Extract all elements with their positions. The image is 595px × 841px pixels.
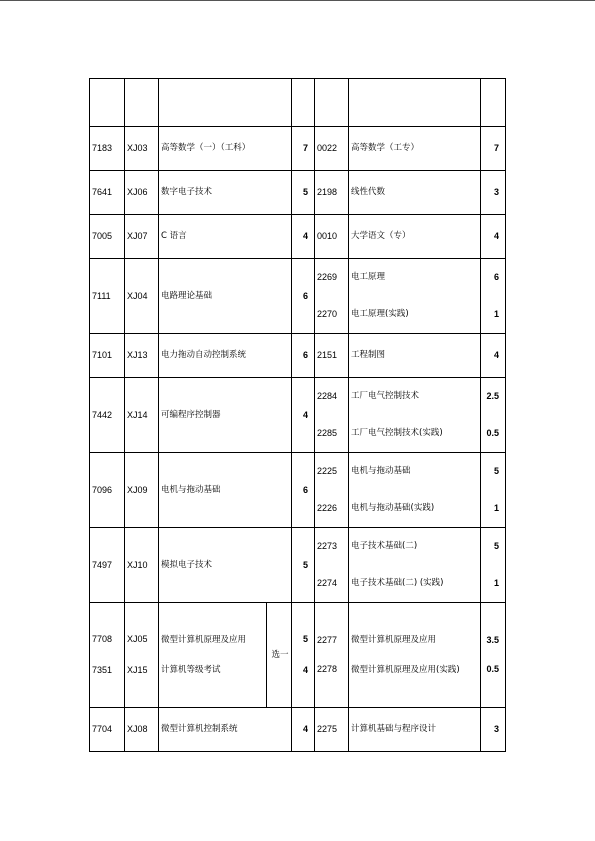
equiv-course-names <box>349 528 481 603</box>
course-equivalence-table <box>89 78 506 752</box>
header-cell <box>125 79 159 127</box>
equiv-course-code: 2151 <box>315 334 349 378</box>
table-row <box>90 334 506 378</box>
equiv-course-name: 微型计算机原理及应用 <box>351 634 437 645</box>
table-row <box>90 603 506 708</box>
equiv-course-code: 2278 <box>317 664 338 674</box>
equiv-course-code: 2270 <box>317 309 338 319</box>
equiv-course-name: 电机与拖动基础(实践) <box>351 503 435 514</box>
course-code: 7111 <box>90 259 125 334</box>
table-row <box>90 171 506 215</box>
equiv-course-code: 2277 <box>317 635 338 645</box>
equiv-course-name: 高等数学（工专） <box>349 127 481 171</box>
credits: 5 <box>302 634 308 644</box>
page-top-rule <box>0 0 595 1</box>
course-code: 7442 <box>90 378 125 453</box>
equiv-course-names <box>349 603 481 708</box>
credits: 6 <box>292 259 315 334</box>
course-code: 7096 <box>90 453 125 528</box>
xj-code: XJ09 <box>125 453 159 528</box>
table-row <box>90 453 506 528</box>
course-code: 7704 <box>90 708 125 752</box>
equiv-course-name: 电子技术基础(二) <box>351 541 418 552</box>
table-row <box>90 708 506 752</box>
equiv-credits: 1 <box>493 503 499 513</box>
equiv-credits-cell <box>481 603 506 708</box>
equiv-course-codes <box>315 528 349 603</box>
xj-code: XJ05 <box>127 634 148 644</box>
equiv-course-name: 微型计算机原理及应用(实践) <box>351 665 460 675</box>
equiv-course-code: 2273 <box>317 541 338 551</box>
course-name: 电力拖动自动控制系统 <box>159 334 292 378</box>
equiv-course-code: 2226 <box>317 503 338 513</box>
equiv-course-codes <box>315 378 349 453</box>
equiv-course-names <box>349 378 481 453</box>
equiv-credits-cell <box>481 528 506 603</box>
credits: 7 <box>292 127 315 171</box>
credits: 6 <box>292 334 315 378</box>
equiv-course-name: 电工原理(实践) <box>351 309 409 320</box>
credits: 4 <box>302 665 308 675</box>
equiv-credits: 3 <box>481 171 506 215</box>
header-cell <box>349 79 481 127</box>
credits: 5 <box>292 171 315 215</box>
table-row <box>90 215 506 259</box>
equiv-course-name: 工厂电气控制技术(实践) <box>351 428 443 439</box>
equiv-course-code: 2285 <box>317 428 338 438</box>
table-row <box>90 378 506 453</box>
equiv-credits: 0.5 <box>486 664 499 674</box>
course-name: 微型计算机控制系统 <box>159 708 292 752</box>
equiv-course-code: 2274 <box>317 578 338 588</box>
xj-code: XJ04 <box>125 259 159 334</box>
credits: 4 <box>292 378 315 453</box>
course-name: 微型计算机原理及应用 <box>161 634 247 645</box>
credits-cell <box>292 603 315 708</box>
equiv-course-codes <box>315 603 349 708</box>
equiv-course-name: 线性代数 <box>349 171 481 215</box>
equiv-course-name: 工厂电气控制技术 <box>351 391 420 402</box>
course-code: 7005 <box>90 215 125 259</box>
course-name: 计算机等级考试 <box>161 665 221 675</box>
equiv-credits: 3 <box>481 708 506 752</box>
equiv-credits: 5 <box>493 541 499 551</box>
xj-code: XJ03 <box>125 127 159 171</box>
credits: 5 <box>292 528 315 603</box>
equiv-credits: 2.5 <box>486 391 499 401</box>
equiv-course-codes <box>315 453 349 528</box>
course-name: 高等数学（一）（工科） <box>159 127 292 171</box>
xj-codes <box>125 603 159 708</box>
xj-code: XJ15 <box>127 665 148 675</box>
course-codes <box>90 603 125 708</box>
equiv-credits: 4 <box>481 215 506 259</box>
equiv-credits: 1 <box>493 578 499 588</box>
credits: 6 <box>292 453 315 528</box>
course-names-elective <box>159 603 292 708</box>
equiv-course-names <box>349 453 481 528</box>
equiv-course-code: 2284 <box>317 391 338 401</box>
equiv-course-code: 0022 <box>315 127 349 171</box>
header-cell <box>315 79 349 127</box>
course-name: 模拟电子技术 <box>159 528 292 603</box>
course-code: 7101 <box>90 334 125 378</box>
xj-code: XJ13 <box>125 334 159 378</box>
equiv-course-name: 计算机基础与程序设计 <box>349 708 481 752</box>
course-code: 7497 <box>90 528 125 603</box>
course-name: 数字电子技术 <box>159 171 292 215</box>
course-name: 电机与拖动基础 <box>159 453 292 528</box>
equiv-credits: 3.5 <box>486 635 499 645</box>
credits: 4 <box>292 215 315 259</box>
equiv-credits: 5 <box>493 466 499 476</box>
equiv-course-code: 2275 <box>315 708 349 752</box>
equiv-credits: 4 <box>481 334 506 378</box>
course-code: 7183 <box>90 127 125 171</box>
header-cell <box>90 79 125 127</box>
equiv-credits: 6 <box>493 272 499 282</box>
equiv-credits-cell <box>481 378 506 453</box>
equiv-course-names <box>349 259 481 334</box>
equiv-course-code: 2198 <box>315 171 349 215</box>
equiv-course-name: 电子技术基础(二) (实践) <box>351 578 444 589</box>
equiv-credits: 7 <box>481 127 506 171</box>
course-name: 可编程序控制器 <box>159 378 292 453</box>
equiv-course-code: 2269 <box>317 272 338 282</box>
equiv-course-name: 大学语文（专） <box>349 215 481 259</box>
equiv-course-name: 电工原理 <box>351 272 386 283</box>
choose-one-label: 选一 <box>266 603 293 707</box>
xj-code: XJ10 <box>125 528 159 603</box>
xj-code: XJ06 <box>125 171 159 215</box>
header-cell <box>481 79 506 127</box>
table-row <box>90 127 506 171</box>
course-code: 7708 <box>92 634 113 644</box>
table-row <box>90 528 506 603</box>
course-name: 电路理论基础 <box>159 259 292 334</box>
equiv-course-codes <box>315 259 349 334</box>
header-row <box>90 79 506 127</box>
course-code: 7351 <box>92 665 113 675</box>
course-name: C 语言 <box>159 215 292 259</box>
equiv-course-code: 0010 <box>315 215 349 259</box>
xj-code: XJ14 <box>125 378 159 453</box>
header-cell <box>159 79 292 127</box>
course-code: 7641 <box>90 171 125 215</box>
equiv-credits: 1 <box>493 309 499 319</box>
header-cell <box>292 79 315 127</box>
xj-code: XJ07 <box>125 215 159 259</box>
table-row <box>90 259 506 334</box>
equiv-course-code: 2225 <box>317 466 338 476</box>
equiv-credits-cell <box>481 259 506 334</box>
credits: 4 <box>292 708 315 752</box>
xj-code: XJ08 <box>125 708 159 752</box>
equiv-credits: 0.5 <box>486 428 499 438</box>
equiv-course-name: 工程制图 <box>349 334 481 378</box>
equiv-course-name: 电机与拖动基础 <box>351 466 411 477</box>
equiv-credits-cell <box>481 453 506 528</box>
